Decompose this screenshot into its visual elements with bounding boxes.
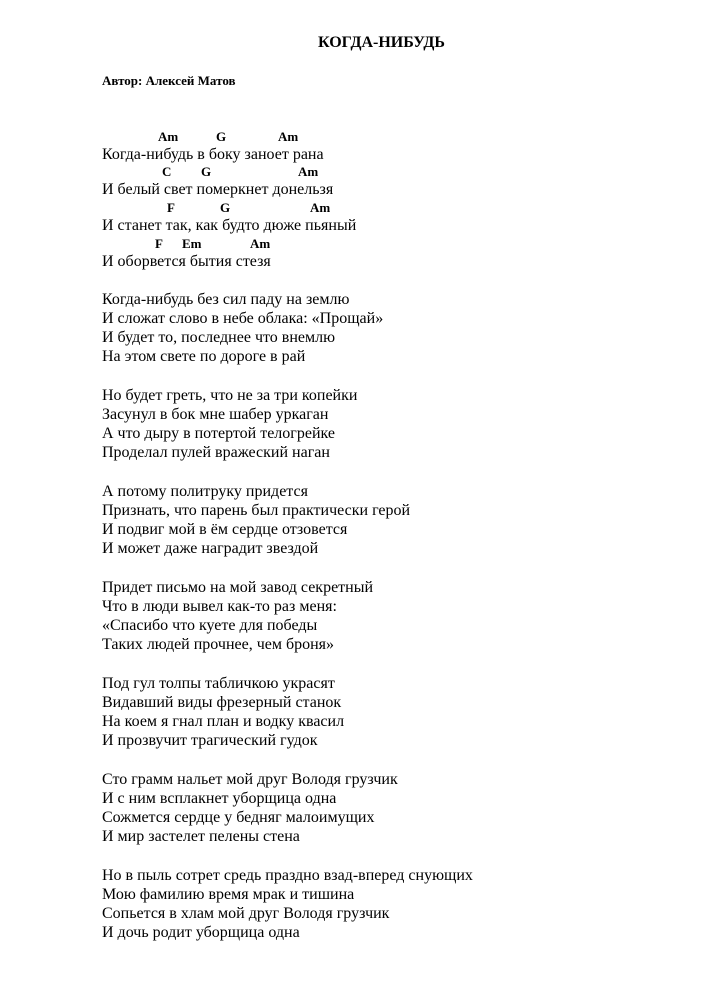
lyric-line: И дочь родит уборщица одна	[102, 924, 300, 941]
lyric-line: И оборвется бытия стезя	[102, 253, 271, 270]
lyric-line: Под гул толпы табличкою украсят	[102, 675, 335, 692]
lyric-line: На этом свете по дороге в рай	[102, 348, 306, 365]
lyric-line: И белый свет померкнет донельзя	[102, 181, 334, 198]
lyric-line: Сто грамм нальет мой друг Володя грузчик	[102, 771, 398, 788]
lyric-line: А потому политруку придется	[102, 483, 308, 500]
lyric-line: На коем я гнал план и водку квасил	[102, 713, 345, 730]
lyric-line: И будет то, последнее что внемлю	[102, 329, 336, 346]
lyric-line: Сопьется в хлам мой друг Володя грузчик	[102, 905, 390, 922]
lyric-line: И станет так, как будто дюже пьяный	[102, 217, 357, 234]
song-author: Автор: Алексей Матов	[102, 73, 236, 88]
chord: Am	[310, 200, 331, 215]
lyric-line: Таких людей прочнее, чем броня»	[102, 636, 335, 653]
lyric-line: Что в люди вывел как-то раз меня:	[102, 598, 337, 615]
song-title: КОГДА-НИБУДЬ	[318, 34, 445, 51]
lyric-line: И с ним всплакнет уборщица одна	[102, 790, 337, 807]
lyric-line: Сожмется сердце у бедняг малоимущих	[102, 809, 375, 826]
lyric-line: Когда-нибудь без сил паду на землю	[102, 291, 350, 308]
chord: C	[162, 164, 172, 179]
lyric-line: Но в пыль сотрет средь праздно взад-вперед снующих	[102, 867, 473, 884]
lyric-line: И сложат слово в небе облака: «Прощай»	[102, 310, 384, 327]
chord: Em	[182, 236, 202, 251]
chord: G	[201, 164, 212, 179]
lyric-line: Но будет греть, что не за три копейки	[102, 387, 358, 404]
lyric-line: Когда-нибудь в боку заноет рана	[102, 146, 324, 163]
lyric-line: Придет письмо на мой завод секретный	[102, 579, 374, 596]
lyric-line: Видавший виды фрезерный станок	[102, 694, 342, 711]
chord: Am	[278, 129, 299, 144]
chord: Am	[250, 236, 271, 251]
lyric-line: И подвиг мой в ём сердце отзовется	[102, 521, 348, 538]
chord: F	[167, 200, 175, 215]
chord: Am	[158, 129, 179, 144]
lyric-line: Признать, что парень был практически герой	[102, 502, 411, 519]
lyric-line: «Спасибо что куете для победы	[102, 617, 318, 634]
lyric-line: И прозвучит трагический гудок	[102, 732, 318, 749]
chord: Am	[298, 164, 319, 179]
chord: G	[216, 129, 227, 144]
chord: F	[155, 236, 163, 251]
lyric-line: И мир застелет пелены стена	[102, 828, 300, 845]
lyric-line: Засунул в бок мне шабер уркаган	[102, 406, 329, 423]
lyric-line: Проделал пулей вражеский наган	[102, 444, 330, 461]
chord: G	[220, 200, 231, 215]
lyric-line: Мою фамилию время мрак и тишина	[102, 886, 355, 903]
lyric-line: А что дыру в потертой телогрейке	[102, 425, 335, 442]
lyric-line: И может даже наградит звездой	[102, 540, 319, 557]
